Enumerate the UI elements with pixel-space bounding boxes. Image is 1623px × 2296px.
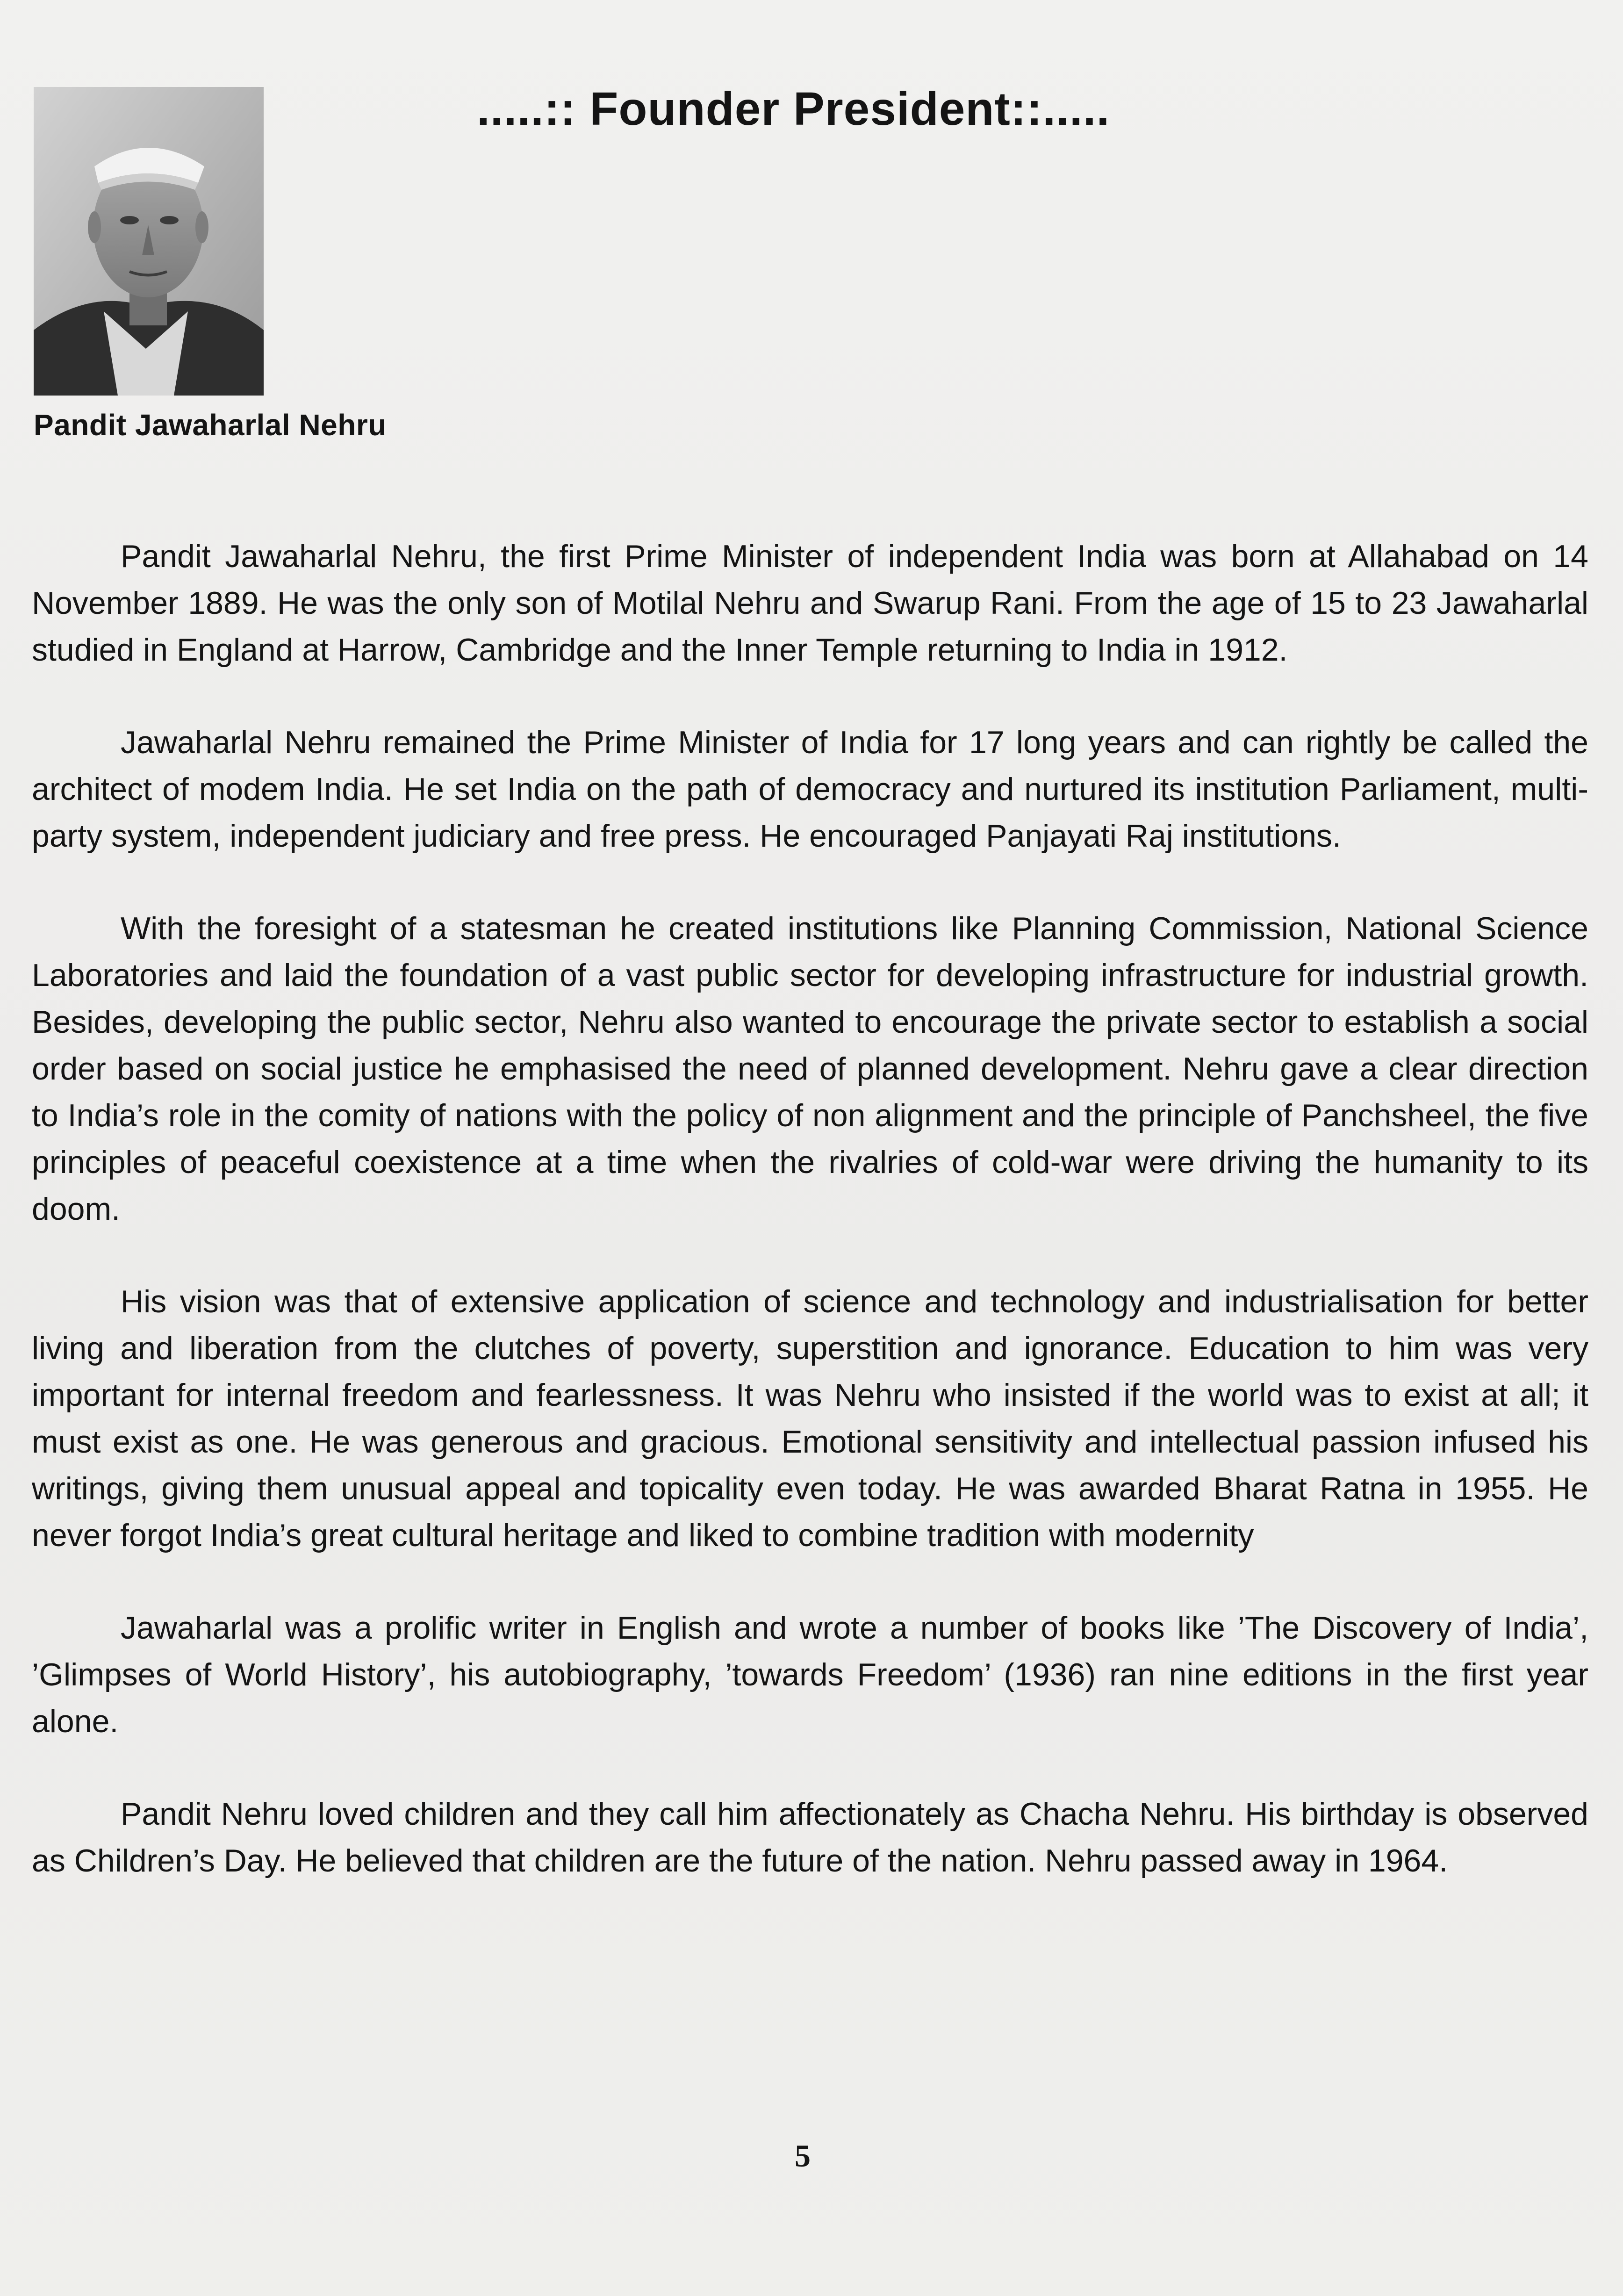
paragraph-prime-minister: Jawaharlal Nehru remained the Prime Minister of India for 17 long years and can rightly be called the architect of modem India. He set India on the path of democracy and nurtured its institution Parliament, multi-party system, independent judiciary and free press. He encouraged Panjayati Raj institutions. <box>32 725 1588 854</box>
body-text <box>32 533 1588 1930</box>
photo-caption: Pandit Jawaharlal Nehru <box>34 408 387 442</box>
paragraph-institutions: With the foresight of a statesman he created institutions like Planning Commission, National Science Laboratories and laid the foundation of a vast public sector for developing infrastructure for industrial growth. Besides, developing the public sector, Nehru also wanted to encourage the private sector to establish a social order based on social justice he emphasised the need of planned development. Nehru gave a clear direction to India’s role in the comity of nations with the policy of non alignment and the principle of Panchsheel, the five principles of peaceful coexistence at a time when the rivalries of cold-war were driving the humanity to its doom. <box>32 911 1588 1227</box>
paragraph-birth: Pandit Jawaharlal Nehru, the first Prime Minister of independent India was born at Allahabad on 14 November 1889. He was the only son of Motilal Nehru and Swarup Rani. From the age of 15 to 23 Jawaharlal studied in England at Harrow, Cambridge and the Inner Temple returning to India in 1912. <box>32 539 1588 668</box>
page-title: .....:: Founder President::..... <box>477 83 1110 135</box>
paragraph-vision: His vision was that of extensive application of science and technology and industrialisation for better living and liberation from the clutches of poverty, superstition and ignorance. Education to him was very important for internal freedom and fearlessness. It was Nehru who insisted if the world was to exist at all; it must exist as one. He was generous and gracious. Emotional sensitivity and intellectual passion infused his writings, giving them unusual appeal and topicality even today. He was awarded Bharat Ratna in 1955. He never forgot India’s great cultural heritage and liked to combine tradition with modernity <box>32 1284 1588 1553</box>
page-number: 5 <box>795 2138 811 2174</box>
paragraph-children: Pandit Nehru loved children and they call him affectionately as Chacha Nehru. His birthday is observed as Children’s Day. He believed that children are the future of the nation. Nehru passed away in 1964. <box>32 1796 1588 1879</box>
paragraph-writings: Jawaharlal was a prolific writer in English and wrote a number of books like ’The Discovery of India’, ’Glimpses of World History’, his autobiography, ’towards Freedom’ (1936) ran nine editions in the first year alone. <box>32 1610 1588 1739</box>
portrait-image <box>34 87 264 396</box>
portrait-photo <box>34 87 264 396</box>
